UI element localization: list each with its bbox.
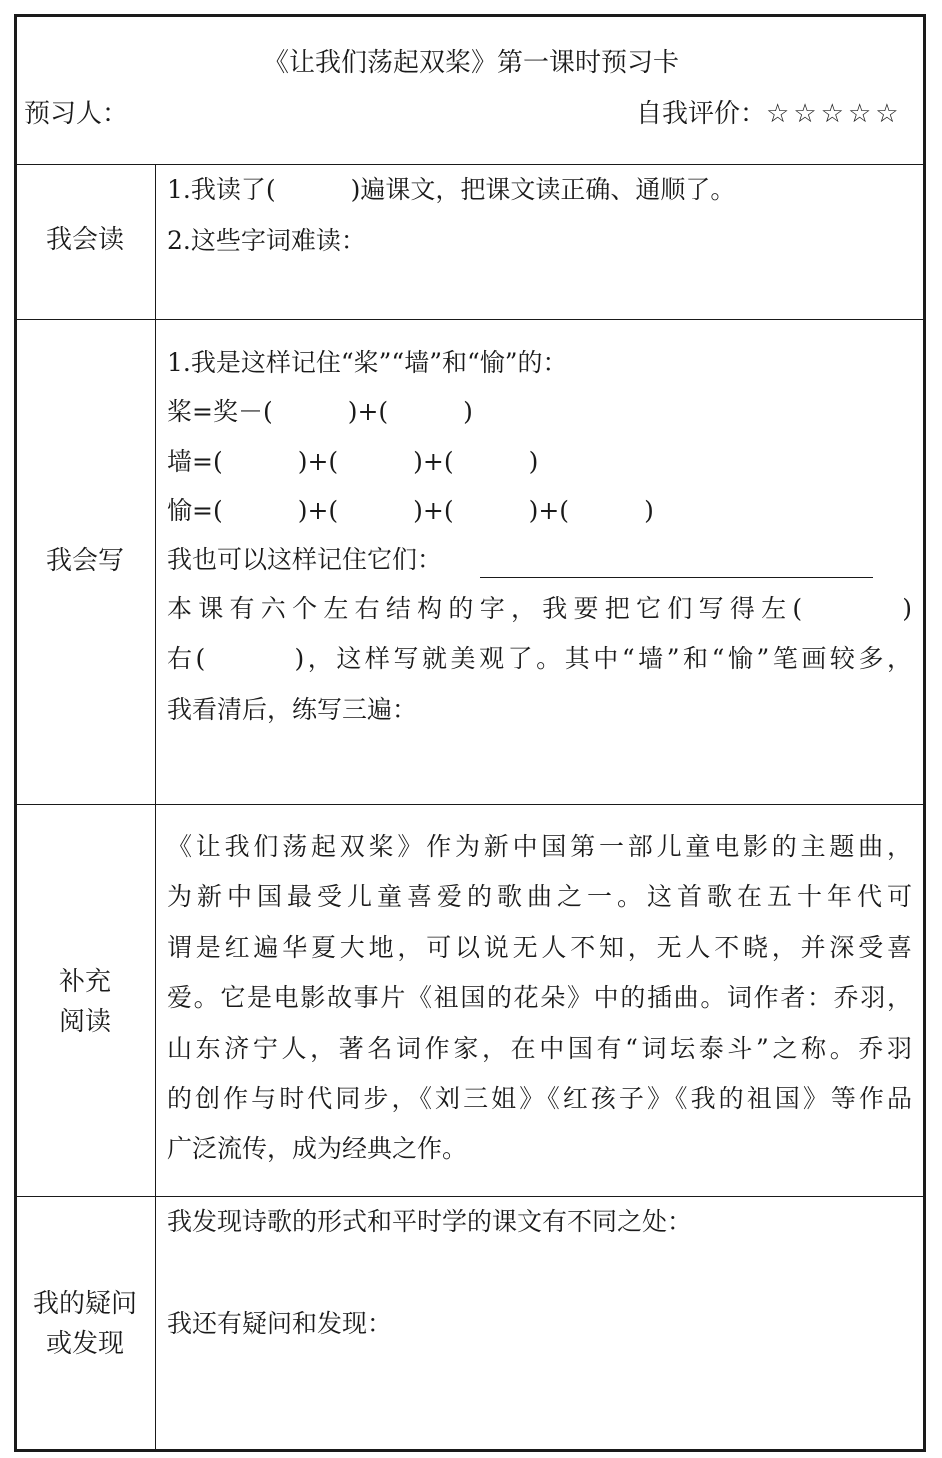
question-label-line-1: 我的疑问 [32,1289,137,1319]
extra-line-6: 的创作与时代同步，《刘三姐》《红孩子》《我的祖国》等作品 [167,1084,912,1114]
section-label-write: 我会写 [45,546,124,576]
extra-label-line-1: 补充 [58,967,111,997]
read-line-2: 2.这些字词难读： [167,226,366,255]
extra-line-2: 为新中国最受儿童喜爱的歌曲之一。这首歌在五十年代可 [167,882,912,912]
divider-read [14,319,926,320]
extra-line-5: 山东济宁人，著名词作家，在中国有“词坛泰斗”之称。乔羽 [167,1033,912,1063]
divider-write [14,804,926,805]
name-label: 预习人： [24,99,129,129]
section-label-question [16,1284,154,1364]
column-divider [155,164,156,1452]
write-para-line-1: 本课有六个左右结构的字，我要把它们写得左( ) [167,594,912,623]
star-rating[interactable]: ☆☆☆☆☆ [766,99,903,129]
self-eval [636,99,903,129]
write-line-3: 墙=( )+( )+( ) [167,447,539,476]
question-label-line-2: 或发现 [45,1329,124,1359]
extra-reading-paragraph [167,822,912,1175]
page-title: 《让我们荡起双桨》第一课时预习卡 [262,48,679,78]
answer-blank-line[interactable] [480,577,873,578]
self-eval-label: 自我评价： [636,99,767,129]
divider-extra [14,1196,926,1197]
question-line-2: 我还有疑问和发现： [167,1309,393,1338]
extra-label-line-2: 阅读 [58,1007,111,1037]
write-para-line-2: 右( )，这样写就美观了。其中“墙”和“愉”笔画较多， [167,644,912,674]
question-line-1: 我发现诗歌的形式和平时学的课文有不同之处： [167,1207,693,1236]
write-line-1: 1.我是这样记住“桨”“墙”和“愉”的： [167,348,568,377]
write-paragraph [167,584,912,735]
section-label-extra [16,962,154,1042]
write-line-4: 愉=( )+( )+( )+( ) [167,496,654,525]
read-line-1: 1.我读了( )遍课文，把课文读正确、通顺了。 [167,175,736,204]
write-line-2: 桨=奖－( )+( ) [167,397,473,426]
extra-line-7: 广泛流传，成为经典之作。 [167,1134,468,1164]
extra-line-4: 爱。它是电影故事片《祖国的花朵》中的插曲。词作者：乔羽， [167,983,912,1013]
divider-header [14,164,926,165]
extra-line-1: 《让我们荡起双桨》作为新中国第一部儿童电影的主题曲， [167,832,912,861]
section-label-read: 我会读 [45,225,124,255]
write-para-line-3: 我看清后，练写三遍： [167,694,418,724]
write-line-5: 我也可以这样记住它们： [167,545,443,574]
extra-line-3: 谓是红遍华夏大地，可以说无人不知，无人不晓，并深受喜 [167,932,912,962]
